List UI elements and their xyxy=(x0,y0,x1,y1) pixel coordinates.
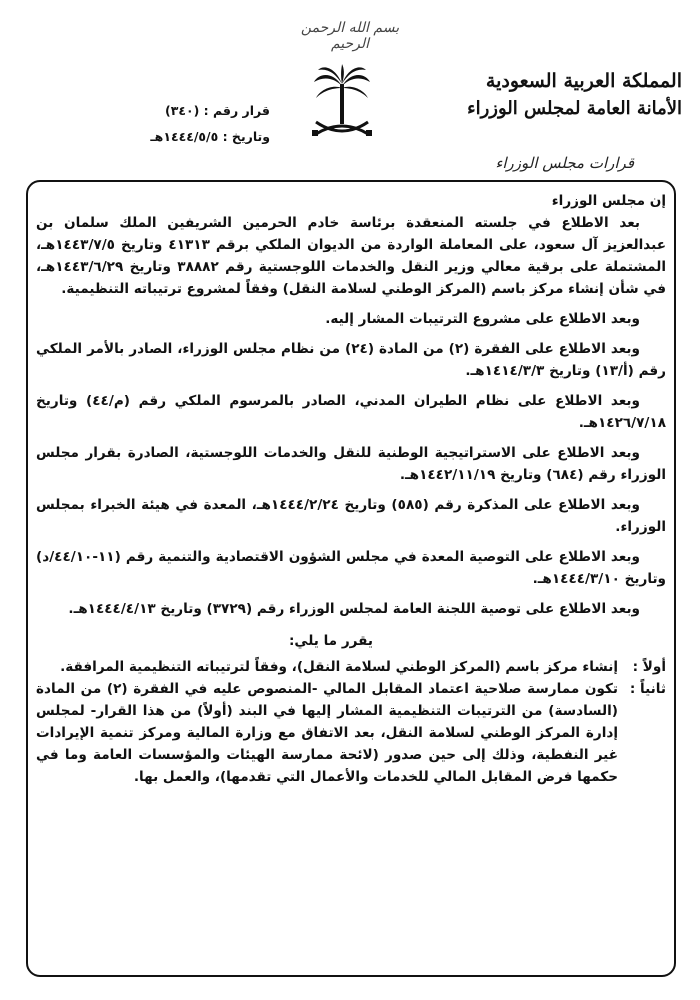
decision-meta xyxy=(110,98,270,150)
decision-item xyxy=(36,656,666,678)
saudi-emblem-icon xyxy=(310,64,374,148)
paragraph: وبعد الاطلاع على الفقرة (٢) من المادة (٢٤) من نظام مجلس الوزراء، الصادر بالأمر الملكي رقم (أ/١٣) وتاريخ ١٤١٤/٣/٣هـ. xyxy=(36,341,666,379)
paragraph: وبعد الاطلاع على التوصية المعدة في مجلس الشؤون الاقتصادية والتنمية رقم (١١-٤٤/١٠/د) وتاريخ ١٤٤٤/٣/١٠هـ. xyxy=(36,549,666,587)
basmala: بسم الله الرحمن الرحيم xyxy=(300,20,400,52)
paragraph: وبعد الاطلاع على نظام الطيران المدني، الصادر بالمرسوم الملكي رقم (م/٤٤) وتاريخ ١٤٢٦/٧/١٨هـ. xyxy=(36,393,666,431)
item-text: إنشاء مركز باسم (المركز الوطني لسلامة النقل)، وفقاً لترتيباته التنظيمية المرافقة. xyxy=(60,659,618,675)
decision-date: وتاريخ : ١٤٤٤/٥/٥هـ xyxy=(150,129,270,144)
paragraph: وبعد الاطلاع على توصية اللجنة العامة لمجلس الوزراء رقم (٣٧٢٩) وتاريخ ١٤٤٤/٤/١٣هـ. xyxy=(68,601,640,617)
paragraph: وبعد الاطلاع على مشروع الترتيبات المشار إليه. xyxy=(325,311,640,327)
decides-heading: يقرر ما يلي: xyxy=(289,633,373,649)
letterhead xyxy=(452,70,682,172)
decision-number: قرار رقم : (٣٤٠) xyxy=(164,103,270,118)
paragraph: بعد الاطلاع في جلسته المنعقدة برئاسة خادم الحرمين الشريفين الملك سلمان بن عبدالعزيز آل سعود، على المعاملة الواردة من الديوان الملكي برقم ٤١٣١٣ وتاريخ ١٤٤٣/٧/٥هـ، المشتملة على برقية معالي وزير النقل والخدمات اللوجستية رقم ٣٨٨٨٢ وتاريخ ١٤٤٣/٦/٢٩هـ، في شأن إنشاء مركز باسم (المركز الوطني لسلامة النقل) وفقاً لمشروع ترتيباته التنظيمية. xyxy=(36,215,666,297)
item-text: تكون ممارسة صلاحية اعتماد المقابل المالي -المنصوص عليه في الفقرة (٢) من المادة (السادسة) من الترتيبات التنظيمية المشار إليها في البند (أولاً) من هذا القرار- لمجلس إدارة المركز الوطني لسلامة النقل، بعد الاتفاق مع وزارة المالية ومركز تنمية الإيرادات غير النفطية، وذلك إلى حين صدور (لائحة ممارسة الهيئات والمؤسسات العامة وما في حكمها فرض المقابل المالي للخدمات والأعمال التي تقدمها)، والعمل بها. xyxy=(36,681,618,785)
item-number: أولاً : xyxy=(632,659,666,675)
paragraph: وبعد الاطلاع على المذكرة رقم (٥٨٥) وتاريخ ١٤٤٤/٢/٢٤هـ، المعدة في هيئة الخبراء بمجلس الوزراء. xyxy=(36,497,666,535)
secretariat-name: الأمانة العامة لمجلس الوزراء xyxy=(467,98,682,119)
decision-body xyxy=(36,190,666,788)
paragraph: وبعد الاطلاع على الاستراتيجية الوطنية للنقل والخدمات اللوجستية، الصادرة بقرار مجلس الوزراء رقم (٦٨٤) وتاريخ ١٤٤٢/١١/١٩هـ. xyxy=(36,445,666,483)
item-number: ثانياً : xyxy=(629,681,666,697)
decision-item xyxy=(36,678,666,788)
opening-line: إن مجلس الوزراء xyxy=(551,193,666,209)
council-decisions-label: قرارات مجلس الوزراء xyxy=(495,154,634,172)
kingdom-name: المملكة العربية السعودية xyxy=(485,70,682,92)
